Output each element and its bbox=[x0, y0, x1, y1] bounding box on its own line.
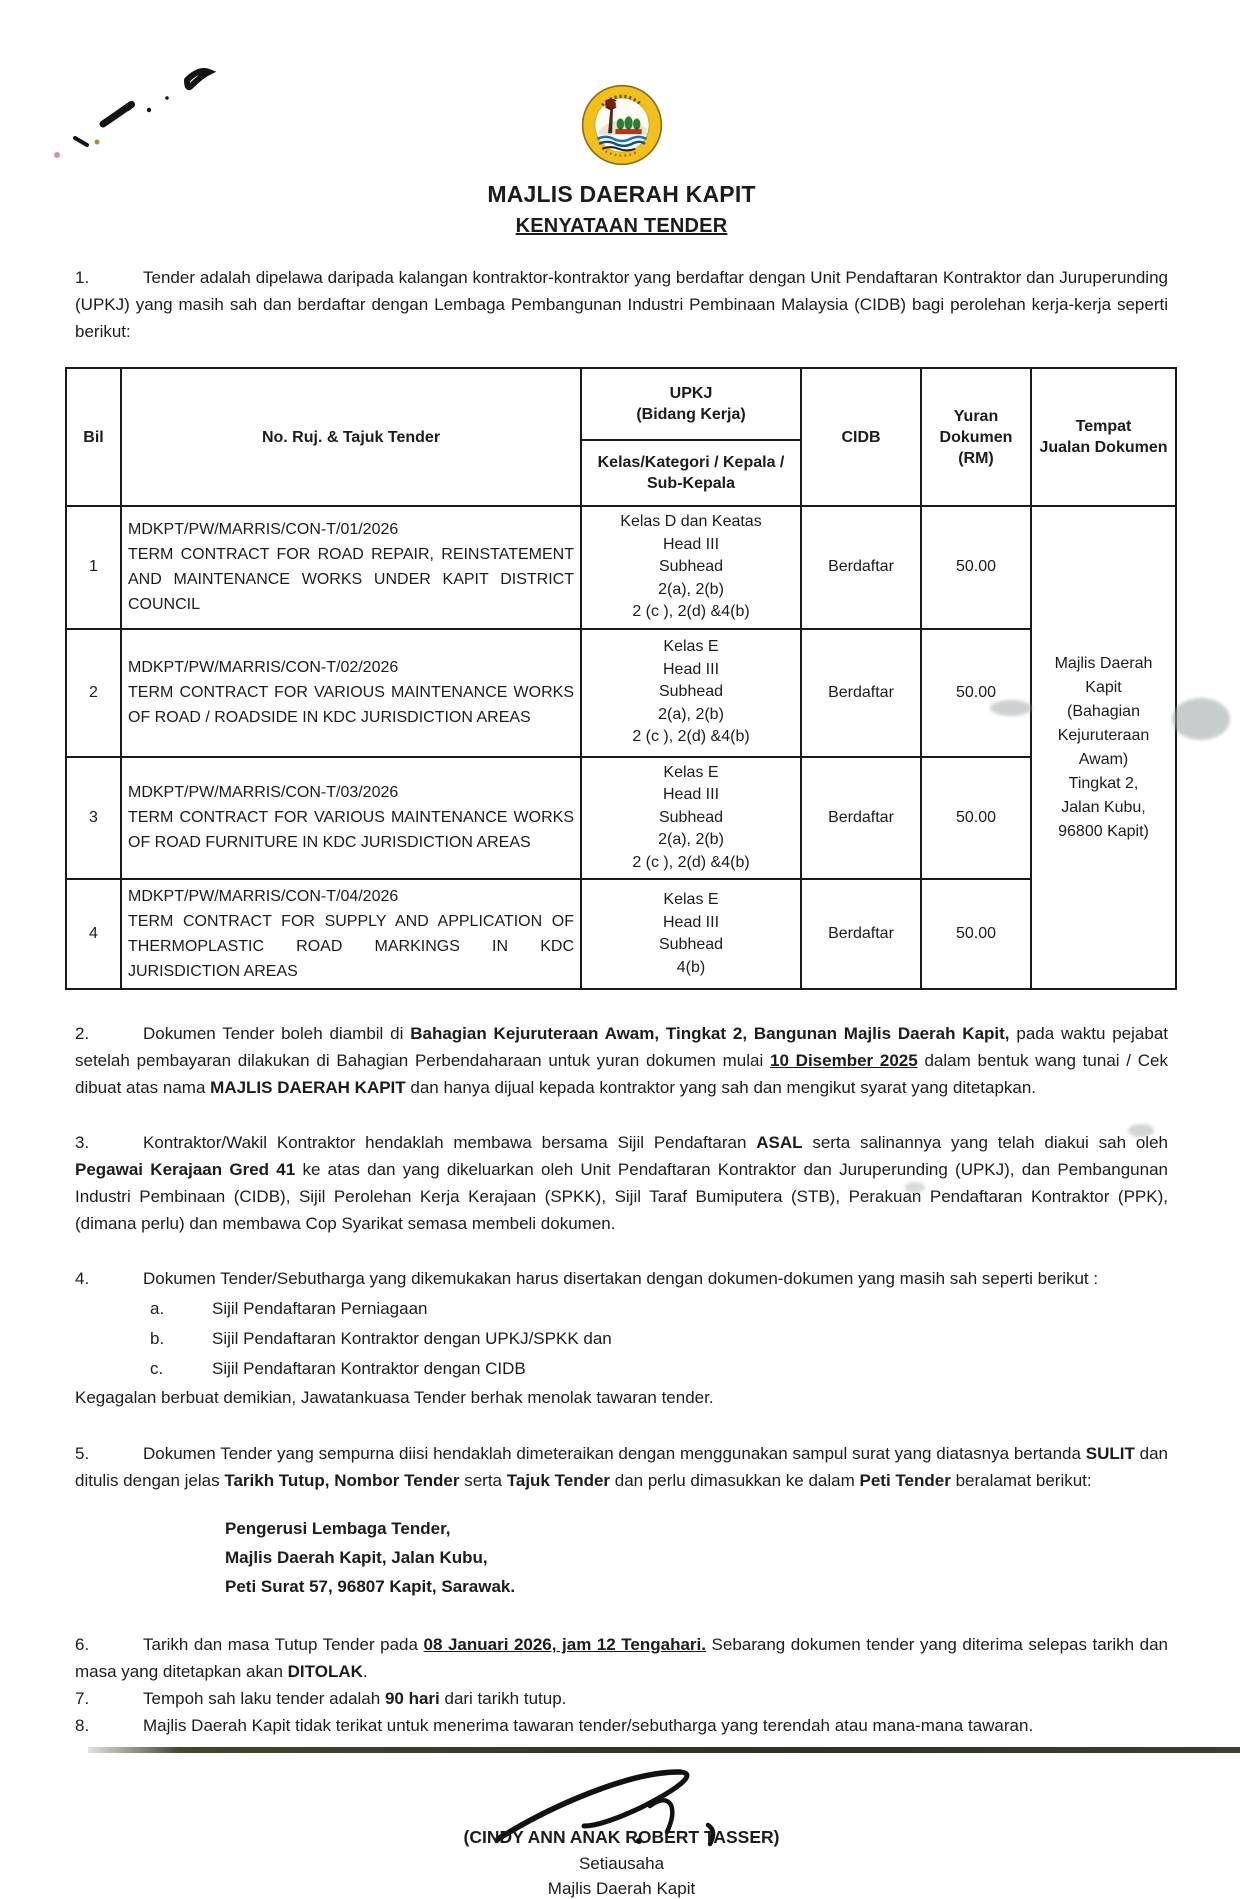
cell-bil: 4 bbox=[66, 879, 121, 989]
scan-smudge bbox=[1172, 698, 1230, 740]
paragraph-text: Dokumen Tender boleh diambil di Bahagian Kejuruteraan Awam, Tingkat 2, Bangunan Majlis Daerah Kapit, pada waktu pejabat setelah pembayaran dilakukan di Bahagian Perbendaharaan untuk yuran dokumen mulai 10 Disember 2025 dalam bentuk wang tunai / Cek dibuat atas nama MAJLIS DAERAH KAPIT dan hanya dijual kepada kontraktor yang sah dan mengikut syarat yang ditetapkan. bbox=[75, 1024, 1169, 1097]
tender-title: TERM CONTRACT FOR VARIOUS MAINTENANCE WORKS OF ROAD / ROADSIDE IN KDC JURISDICTION AREAS bbox=[128, 684, 574, 726]
paragraph-text: Tarikh dan masa Tutup Tender pada 08 Januari 2026, jam 12 Tengahari. Sebarang dokumen tender yang diterima selepas tarikh dan masa yang ditetapkan akan DITOLAK. bbox=[75, 1635, 1168, 1681]
col-header-cidb: CIDB bbox=[801, 368, 921, 506]
doc-title: KENYATAAN TENDER bbox=[515, 215, 728, 237]
paragraph-4-closing: Kegagalan berbuat demikian, Jawatankuasa Tender berhak menolak tawaran tender. bbox=[75, 1388, 714, 1407]
paragraph-number: 2. bbox=[75, 1024, 90, 1043]
cell-ref-title bbox=[121, 506, 581, 629]
paragraph-text: Tempoh sah laku tender adalah 90 hari dari tarikh tutup. bbox=[143, 1689, 567, 1708]
paragraph-number: 6. bbox=[75, 1635, 90, 1654]
list-item-label: a. bbox=[150, 1299, 165, 1318]
tender-ref-no: MDKPT/PW/MARRIS/CON-T/04/2026 bbox=[128, 888, 399, 905]
list-item bbox=[150, 1294, 1168, 1324]
signature-block bbox=[75, 1761, 1168, 1899]
cell-upkj: Kelas E Head III Subhead 2(a), 2(b) 2 (c ), 2(d) &4(b) bbox=[581, 629, 801, 757]
list-item-label: b. bbox=[150, 1329, 165, 1348]
cell-cidb: Berdaftar bbox=[801, 757, 921, 880]
cell-tempat-jualan: Majlis Daerah Kapit (Bahagian Kejuruteraan Awam) Tingkat 2, Jalan Kubu, 96800 Kapit) bbox=[1031, 506, 1176, 989]
cell-bil: 3 bbox=[66, 757, 121, 880]
tender-table bbox=[65, 367, 1177, 990]
signatory-org: Majlis Daerah Kapit bbox=[547, 1879, 696, 1898]
table-row bbox=[66, 757, 1176, 880]
paragraph-text: Dokumen Tender/Sebutharga yang dikemukakan harus disertakan dengan dokumen-dokumen yang masih sah seperti berikut : bbox=[143, 1269, 1099, 1288]
cell-upkj: Kelas D dan Keatas Head III Subhead 2(a), 2(b) 2 (c ), 2(d) &4(b) bbox=[581, 506, 801, 629]
table-row bbox=[66, 629, 1176, 757]
paragraph-1 bbox=[75, 264, 1168, 345]
required-documents-list bbox=[75, 1294, 1168, 1384]
paragraph-text: Dokumen Tender yang sempurna diisi hendaklah dimeteraikan dengan menggunakan sampul surat yang diatasnya bertanda SULIT dan ditulis dengan jelas Tarikh Tutup, Nombor Tender serta Tajuk Tender dan perlu dimasukkan ke dalam Peti Tender beralamat berikut: bbox=[75, 1444, 1169, 1490]
paragraph-8 bbox=[75, 1712, 1168, 1739]
col-header-bil: Bil bbox=[66, 368, 121, 506]
list-item bbox=[150, 1324, 1168, 1354]
cell-yuran: 50.00 bbox=[921, 506, 1031, 629]
handwritten-ink-marks bbox=[45, 58, 245, 168]
scan-smudge bbox=[990, 700, 1032, 716]
list-item-label: c. bbox=[150, 1359, 164, 1378]
tender-ref-no: MDKPT/PW/MARRIS/CON-T/03/2026 bbox=[128, 784, 399, 802]
paragraph-4 bbox=[75, 1265, 1168, 1292]
signatory-role: Setiausaha bbox=[578, 1854, 665, 1873]
tender-box-address: Pengerusi Lembaga Tender, Majlis Daerah Kapit, Jalan Kubu, Peti Surat 57, 96807 Kapit, Sarawak. bbox=[225, 1519, 516, 1596]
tender-title: TERM CONTRACT FOR SUPPLY AND APPLICATION OF THERMOPLASTIC ROAD MARKINGS IN KDC JURISDICTION AREAS bbox=[128, 913, 574, 980]
paragraph-number: 5. bbox=[75, 1444, 90, 1463]
cell-bil: 1 bbox=[66, 506, 121, 629]
col-header-tempat: Tempat Jualan Dokumen bbox=[1031, 368, 1176, 506]
org-name: MAJLIS DAERAH KAPIT bbox=[487, 181, 756, 207]
col-header-upkj-sub: Kelas/Kategori / Kepala / Sub-Kepala bbox=[581, 440, 801, 506]
paragraph-number: 8. bbox=[75, 1716, 90, 1735]
list-item-text: Sijil Pendaftaran Kontraktor dengan UPKJ/SPKK dan bbox=[212, 1329, 612, 1348]
cell-cidb: Berdaftar bbox=[801, 629, 921, 757]
cell-ref-title bbox=[121, 757, 581, 880]
cell-upkj: Kelas E Head III Subhead 4(b) bbox=[581, 879, 801, 989]
tender-ref-no: MDKPT/PW/MARRIS/CON-T/01/2026 bbox=[128, 521, 399, 539]
cell-cidb: Berdaftar bbox=[801, 506, 921, 629]
list-item-text: Sijil Pendaftaran Kontraktor dengan CIDB bbox=[212, 1359, 526, 1378]
signatory-name: (CINDY ANN ANAK ROBERT TASSER) bbox=[463, 1827, 780, 1847]
paragraph-6 bbox=[75, 1631, 1168, 1685]
list-item bbox=[150, 1354, 1168, 1384]
cell-upkj: Kelas E Head III Subhead 2(a), 2(b) 2 (c ), 2(d) &4(b) bbox=[581, 757, 801, 880]
tender-title: TERM CONTRACT FOR VARIOUS MAINTENANCE WORKS OF ROAD FURNITURE IN KDC JURISDICTION AREAS bbox=[128, 809, 574, 852]
paragraph-number: 4. bbox=[75, 1269, 90, 1288]
scan-smudge bbox=[905, 1182, 925, 1193]
paragraph-text: Majlis Daerah Kapit tidak terikat untuk menerima tawaran tender/sebutharga yang terendah atau mana-mana tawaran. bbox=[143, 1716, 1034, 1735]
col-header-ref: No. Ruj. & Tajuk Tender bbox=[121, 368, 581, 506]
tender-table-header bbox=[66, 368, 1176, 506]
paragraph-number: 1. bbox=[75, 268, 90, 287]
paragraph-number: 7. bbox=[75, 1689, 90, 1708]
paragraph-text: Kontraktor/Wakil Kontraktor hendaklah membawa bersama Sijil Pendaftaran ASAL serta salinannya yang telah diakui sah oleh Pegawai Kerajaan Gred 41 ke atas dan yang dikeluarkan oleh Unit Pendaftaran Kontraktor dan Juruperunding (UPKJ), dan Pembangunan Industri Pembinaan (CIDB), Sijil Perolehan Kerja Kerajaan (SPKK), Sijil Taraf Bumiputera (STB), Perakuan Pendaftaran Kontraktor (PPK), (dimana perlu) dan membawa Cop Syarikat semasa membeli dokumen. bbox=[75, 1133, 1168, 1233]
paragraph-7 bbox=[75, 1685, 1168, 1712]
paragraph-5 bbox=[75, 1440, 1168, 1494]
cell-yuran: 50.00 bbox=[921, 757, 1031, 880]
cell-yuran: 50.00 bbox=[921, 629, 1031, 757]
paragraph-number: 3. bbox=[75, 1133, 90, 1152]
cell-bil: 2 bbox=[66, 629, 121, 757]
list-item-text: Sijil Pendaftaran Perniagaan bbox=[212, 1299, 428, 1318]
cell-cidb: Berdaftar bbox=[801, 879, 921, 989]
paragraph-2 bbox=[75, 1020, 1168, 1101]
table-row bbox=[66, 879, 1176, 989]
col-header-yuran: Yuran Dokumen (RM) bbox=[921, 368, 1031, 506]
tender-title: TERM CONTRACT FOR ROAD REPAIR, REINSTATEMENT AND MAINTENANCE WORKS UNDER KAPIT DISTRICT COUNCIL bbox=[128, 546, 574, 614]
scan-smudge bbox=[1128, 1124, 1154, 1137]
council-crest-icon bbox=[581, 84, 663, 166]
council-crest-logo bbox=[581, 84, 663, 166]
tender-ref-no: MDKPT/PW/MARRIS/CON-T/02/2026 bbox=[128, 659, 399, 676]
cell-yuran: 50.00 bbox=[921, 879, 1031, 989]
paragraph-text: Tender adalah dipelawa daripada kalangan kontraktor-kontraktor yang berdaftar dengan Unit Pendaftaran Kontraktor dan Juruperunding (UPKJ) yang masih sah dan berdaftar dengan Lembaga Pembangunan Industri Pembinaan Malaysia (CIDB) bagi perolehan kerja-kerja seperti berikut: bbox=[75, 268, 1168, 341]
paragraph-3 bbox=[75, 1129, 1168, 1237]
table-row bbox=[66, 506, 1176, 629]
cell-ref-title bbox=[121, 629, 581, 757]
scan-edge-artifact bbox=[88, 1747, 1240, 1753]
cell-ref-title bbox=[121, 879, 581, 989]
col-header-upkj: UPKJ (Bidang Kerja) bbox=[581, 368, 801, 440]
